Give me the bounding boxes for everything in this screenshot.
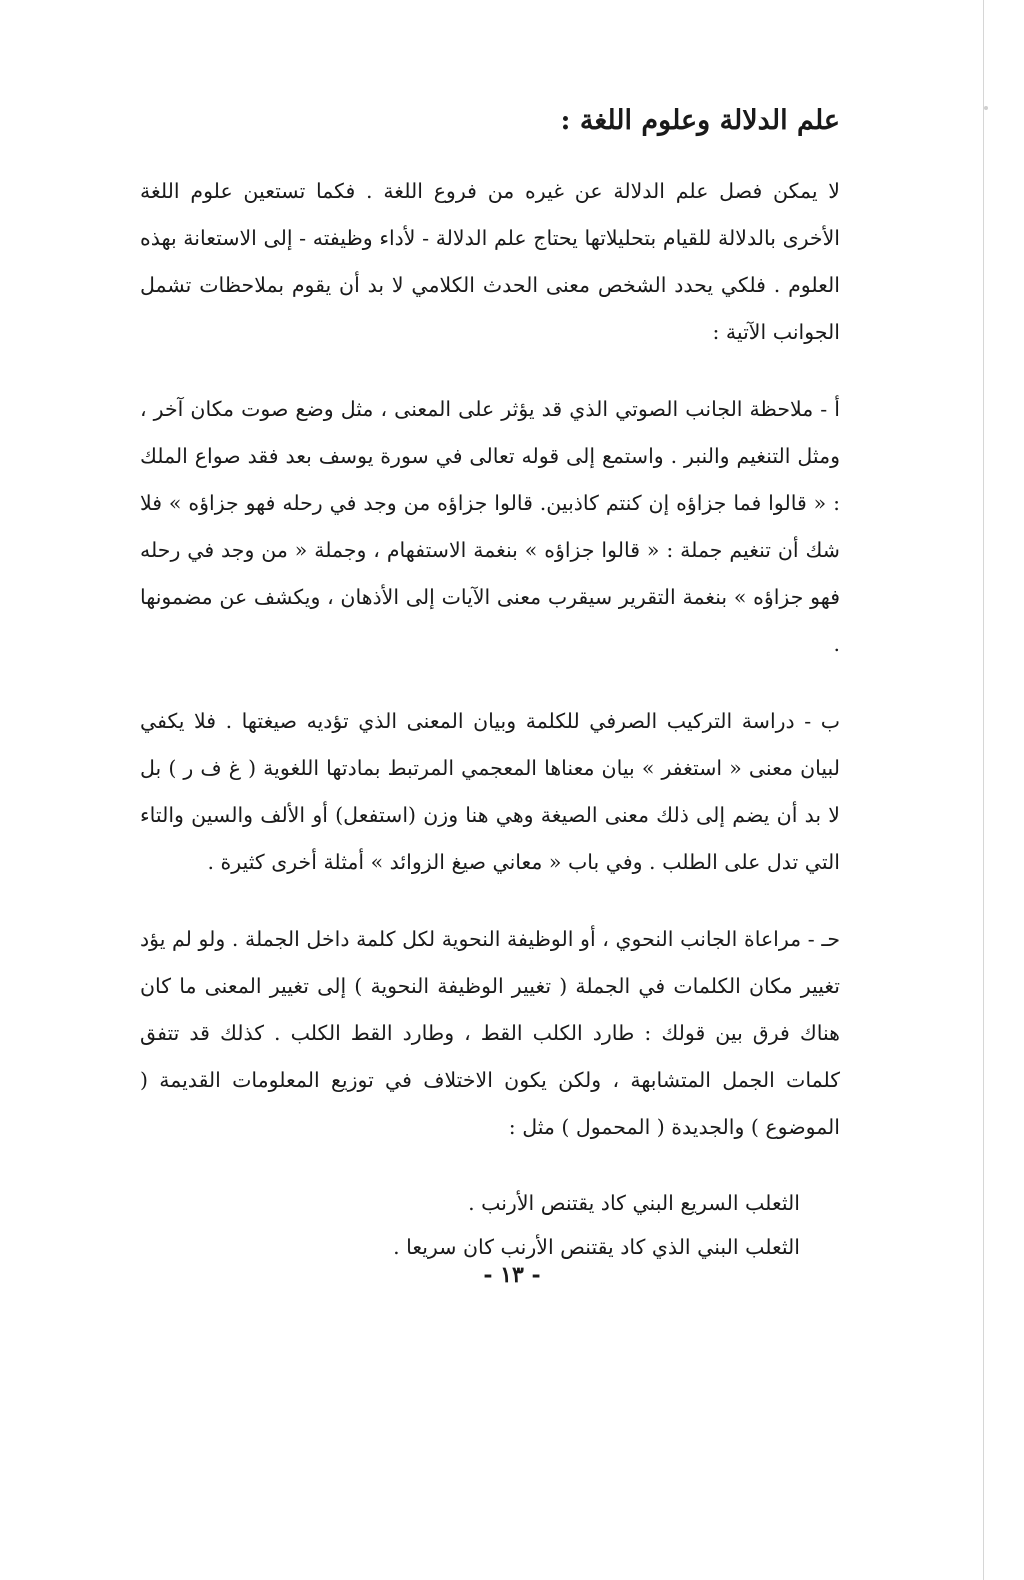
morphological-aspect-paragraph: ب - دراسة التركيب الصرفي للكلمة وبيان المعنى الذي تؤديه صيغتها . فلا يكفي لبيان معنى « استغفر » بيان معناها المعجمي المرتبط بمادتها اللغوية ( غ ف ر ) بل لا بد أن يضم إلى ذلك معنى الصيغة وهي هنا وزن (استفعل) أو الألف والسين والتاء التي تدل على الطلب . وفي باب « معاني صيغ الزوائد » أمثلة أخرى كثيرة . <box>140 709 840 874</box>
document-page <box>140 96 840 1269</box>
example-sentence: الثعلب السريع البني كاد يقتنص الأرنب . <box>468 1191 800 1215</box>
page-number: - ١٣ - <box>483 1262 541 1288</box>
example-sentences <box>140 1181 800 1269</box>
syntactic-aspect-paragraph: حـ - مراعاة الجانب النحوي ، أو الوظيفة النحوية لكل كلمة داخل الجملة . ولو لم يؤد تغيير مكان الكلمات في الجملة ( تغيير الوظيفة النحوية ) إلى تغيير المعنى ما كان هناك فرق بين قولك : طارد الكلب القط ، وطارد القط الكلب . كذلك قد تتفق كلمات الجمل المتشابهة ، ولكن يكون الاختلاف في توزيع المعلومات القديمة ( الموضوع ) والجديدة ( المحمول ) مثل : <box>140 927 840 1139</box>
section-heading: علم الدلالة وعلوم اللغة : <box>560 105 840 136</box>
example-sentence: الثعلب البني الذي كاد يقتنص الأرنب كان سريعا . <box>393 1235 800 1259</box>
scan-mark <box>984 106 988 110</box>
scan-page-edge <box>983 0 984 1580</box>
intro-paragraph: لا يمكن فصل علم الدلالة عن غيره من فروع اللغة . فكما تستعين علوم اللغة الأخرى بالدلالة للقيام بتحليلاتها يحتاج علم الدلالة - لأداء وظيفته - إلى الاستعانة بهذه العلوم . فلكي يحدد الشخص معنى الحدث الكلامي لا بد أن يقوم بملاحظات تشمل الجوانب الآتية : <box>140 179 840 344</box>
phonetic-aspect-paragraph: أ - ملاحظة الجانب الصوتي الذي قد يؤثر على المعنى ، مثل وضع صوت مكان آخر ، ومثل التنغيم والنبر . واستمع إلى قوله تعالى في سورة يوسف بعد فقد صواع الملك : « قالوا فما جزاؤه إن كنتم كاذبين. قالوا جزاؤه من وجد في رحله فهو جزاؤه » فلا شك أن تنغيم جملة : « قالوا جزاؤه » بنغمة الاستفهام ، وجملة « من وجد في رحله فهو جزاؤه » بنغمة التقرير سيقرب معنى الآيات إلى الأذهان ، ويكشف عن مضمونها . <box>140 397 840 656</box>
